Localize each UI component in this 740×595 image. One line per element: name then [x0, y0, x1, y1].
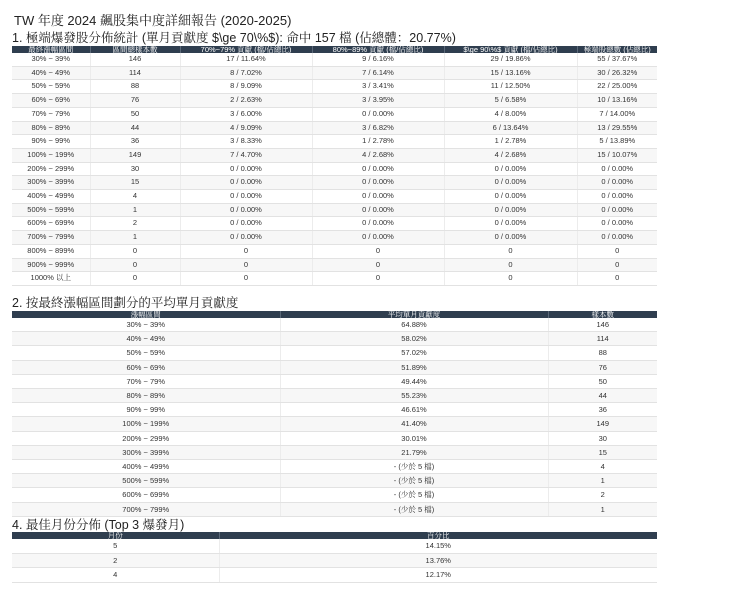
table-row	[12, 403, 657, 417]
table-row	[12, 258, 657, 272]
table-cell: 22 / 25.00%	[577, 80, 657, 94]
table-cell: 70% ~ 79%	[12, 374, 280, 388]
table-cell: 17 / 11.64%	[180, 53, 312, 66]
table-row	[12, 460, 657, 474]
table-cell: 1	[90, 231, 180, 245]
table-cell: 1000% 以上	[12, 272, 90, 286]
table-cell: 88	[90, 80, 180, 94]
table-cell: 50% ~ 59%	[12, 80, 90, 94]
table-cell: 13.76%	[219, 553, 657, 568]
section2-heading: 2. 按最終漲幅區間劃分的平均單月貢獻度	[12, 296, 239, 310]
table-cell: 0 / 0.00%	[577, 231, 657, 245]
table-row	[12, 332, 657, 346]
table-cell: 0 / 0.00%	[577, 162, 657, 176]
table-row	[12, 80, 657, 94]
table-cell: 55.23%	[280, 389, 548, 403]
table-cell: 800% ~ 899%	[12, 244, 90, 258]
column-header: 樣本數	[548, 311, 657, 318]
table-row	[12, 203, 657, 217]
table-cell: 400% ~ 499%	[12, 190, 90, 204]
table-cell: 50	[90, 107, 180, 121]
table-cell: 55 / 37.67%	[577, 53, 657, 66]
extreme-distribution-table	[12, 46, 657, 286]
table-cell: 0 / 0.00%	[180, 203, 312, 217]
table-cell: 29 / 19.86%	[444, 53, 577, 66]
table-cell: 146	[548, 318, 657, 332]
table-row	[12, 190, 657, 204]
section1-heading: 1. 極端爆發股分佈統計 (單月貢獻度 $\ge 70\%$): 命中 157 檔 (佔總體：20.77%)	[12, 31, 456, 45]
table-cell: 88	[548, 346, 657, 360]
table-cell: 4 / 2.68%	[444, 148, 577, 162]
table-cell: 8 / 7.02%	[180, 66, 312, 80]
table-cell: 0 / 0.00%	[180, 162, 312, 176]
table-cell: 0	[444, 244, 577, 258]
table-cell: 0 / 0.00%	[180, 176, 312, 190]
table-cell: 0 / 0.00%	[444, 203, 577, 217]
table-cell: 600% ~ 699%	[12, 488, 280, 502]
table-cell: 0	[312, 244, 444, 258]
table-cell: 8 / 9.09%	[180, 80, 312, 94]
table-cell: 44	[548, 389, 657, 403]
table-header-row	[12, 532, 657, 539]
table-cell: 5 / 6.58%	[444, 94, 577, 108]
column-header: 平均單月貢獻度	[280, 311, 548, 318]
table-cell: 149	[548, 417, 657, 431]
table-cell: 80% ~ 89%	[12, 121, 90, 135]
table-cell: 600% ~ 699%	[12, 217, 90, 231]
table-cell: 0 / 0.00%	[312, 231, 444, 245]
table-cell: 3 / 6.00%	[180, 107, 312, 121]
table-cell: 9 / 6.16%	[312, 53, 444, 66]
table-row	[12, 135, 657, 149]
table-cell: 11 / 12.50%	[444, 80, 577, 94]
table-cell: 13 / 29.55%	[577, 121, 657, 135]
table-cell: 0	[180, 244, 312, 258]
table-cell: 5	[12, 539, 219, 553]
table-cell: 30	[548, 431, 657, 445]
table-row	[12, 272, 657, 286]
table-cell: 1	[90, 203, 180, 217]
table-cell: 49.44%	[280, 374, 548, 388]
table-cell: 57.02%	[280, 346, 548, 360]
table-cell: 64.88%	[280, 318, 548, 332]
table-cell: 0	[90, 258, 180, 272]
table-cell: 4	[12, 568, 219, 583]
table-row	[12, 107, 657, 121]
table-cell: 500% ~ 599%	[12, 474, 280, 488]
table-row	[12, 244, 657, 258]
column-header: $\ge 90\%$ 貢獻 (檔/佔總比)	[444, 46, 577, 53]
table-cell: 60% ~ 69%	[12, 360, 280, 374]
table-cell: 46.61%	[280, 403, 548, 417]
table-cell: 21.79%	[280, 445, 548, 459]
table-cell: 40% ~ 49%	[12, 332, 280, 346]
table-cell: 2	[90, 217, 180, 231]
table-cell: 2	[12, 553, 219, 568]
table-cell: - (少於 5 檔)	[280, 488, 548, 502]
section4-heading: 4. 最佳月份分佈 (Top 3 爆發月)	[12, 518, 185, 532]
table-cell: 7 / 6.14%	[312, 66, 444, 80]
table-cell: 6 / 13.64%	[444, 121, 577, 135]
table-cell: 3 / 8.33%	[180, 135, 312, 149]
table-cell: 80% ~ 89%	[12, 389, 280, 403]
table-cell: 300% ~ 399%	[12, 445, 280, 459]
table-cell: 1 / 2.78%	[312, 135, 444, 149]
table-row	[12, 474, 657, 488]
table-row	[12, 445, 657, 459]
table-cell: 0	[577, 272, 657, 286]
table-cell: 36	[548, 403, 657, 417]
table-cell: 100% ~ 199%	[12, 417, 280, 431]
table-cell: 30% ~ 39%	[12, 318, 280, 332]
table-cell: 7 / 4.70%	[180, 148, 312, 162]
column-header: 極端股總數 (佔總比)	[577, 46, 657, 53]
table-cell: 114	[90, 66, 180, 80]
table-cell: 30 / 26.32%	[577, 66, 657, 80]
table-cell: 0 / 0.00%	[444, 176, 577, 190]
table-cell: 0 / 0.00%	[444, 162, 577, 176]
table-cell: 90% ~ 99%	[12, 135, 90, 149]
table-cell: 2	[548, 488, 657, 502]
column-header: 百分比	[219, 532, 657, 539]
table-cell: 0 / 0.00%	[312, 190, 444, 204]
table-cell: 0 / 0.00%	[180, 231, 312, 245]
table-cell: 500% ~ 599%	[12, 203, 90, 217]
table-cell: 0 / 0.00%	[577, 176, 657, 190]
table-cell: - (少於 5 檔)	[280, 502, 548, 516]
table-row	[12, 66, 657, 80]
avg-contribution-table	[12, 311, 657, 517]
table-cell: 0	[577, 244, 657, 258]
table-row	[12, 417, 657, 431]
table-cell: 30	[90, 162, 180, 176]
table-cell: 200% ~ 299%	[12, 162, 90, 176]
table-row	[12, 374, 657, 388]
table-cell: 200% ~ 299%	[12, 431, 280, 445]
table-cell: 700% ~ 799%	[12, 231, 90, 245]
table-row	[12, 94, 657, 108]
table-cell: 76	[548, 360, 657, 374]
table-cell: 300% ~ 399%	[12, 176, 90, 190]
table-cell: 30.01%	[280, 431, 548, 445]
table-cell: 90% ~ 99%	[12, 403, 280, 417]
table-cell: 15 / 10.07%	[577, 148, 657, 162]
table-row	[12, 488, 657, 502]
table-cell: 0 / 0.00%	[312, 203, 444, 217]
table-cell: 36	[90, 135, 180, 149]
table-cell: 4	[548, 460, 657, 474]
report-title: TW 年度 2024 飆股集中度詳細報告 (2020-2025)	[14, 13, 292, 28]
table-cell: 700% ~ 799%	[12, 502, 280, 516]
table-header-row	[12, 46, 657, 53]
table-cell: 114	[548, 332, 657, 346]
table-cell: 14.15%	[219, 539, 657, 553]
table-row	[12, 217, 657, 231]
table-cell: 1	[548, 474, 657, 488]
table-row	[12, 553, 657, 568]
table-cell: 0 / 0.00%	[444, 231, 577, 245]
table-cell: 5 / 13.89%	[577, 135, 657, 149]
table-cell: 0 / 0.00%	[312, 107, 444, 121]
table-cell: 0 / 0.00%	[577, 217, 657, 231]
table-row	[12, 389, 657, 403]
column-header: 漲幅區間	[12, 311, 280, 318]
table-cell: 0 / 0.00%	[180, 217, 312, 231]
table-row	[12, 53, 657, 66]
table-cell: 51.89%	[280, 360, 548, 374]
best-month-table	[12, 532, 657, 583]
table-row	[12, 431, 657, 445]
column-header: 80%~89% 貢獻 (檔/佔總比)	[312, 46, 444, 53]
table-row	[12, 318, 657, 332]
table-cell: 4 / 2.68%	[312, 148, 444, 162]
table-cell: 0	[312, 258, 444, 272]
table-cell: 0 / 0.00%	[444, 190, 577, 204]
table-cell: 0	[444, 272, 577, 286]
table-cell: 30% ~ 39%	[12, 53, 90, 66]
table-row	[12, 346, 657, 360]
table-cell: 900% ~ 999%	[12, 258, 90, 272]
table-row	[12, 360, 657, 374]
table-cell: 0 / 0.00%	[577, 190, 657, 204]
table-cell: 0	[312, 272, 444, 286]
table-cell: 58.02%	[280, 332, 548, 346]
table-cell: 0 / 0.00%	[180, 190, 312, 204]
table-cell: 50% ~ 59%	[12, 346, 280, 360]
table-cell: 3 / 6.82%	[312, 121, 444, 135]
table-row	[12, 148, 657, 162]
table-row	[12, 121, 657, 135]
table-cell: 4 / 8.00%	[444, 107, 577, 121]
table-cell: 0 / 0.00%	[444, 217, 577, 231]
table-cell: 2 / 2.63%	[180, 94, 312, 108]
table-cell: 149	[90, 148, 180, 162]
table-cell: - (少於 5 檔)	[280, 474, 548, 488]
table-cell: 76	[90, 94, 180, 108]
table-cell: 15 / 13.16%	[444, 66, 577, 80]
table-cell: 15	[90, 176, 180, 190]
table-cell: 4	[90, 190, 180, 204]
table-cell: 0	[180, 258, 312, 272]
table-cell: 1 / 2.78%	[444, 135, 577, 149]
table-cell: 12.17%	[219, 568, 657, 583]
table-row	[12, 162, 657, 176]
table-cell: 0 / 0.00%	[312, 176, 444, 190]
table-cell: 400% ~ 499%	[12, 460, 280, 474]
table-cell: 0 / 0.00%	[312, 162, 444, 176]
table-cell: 60% ~ 69%	[12, 94, 90, 108]
table-cell: 0	[180, 272, 312, 286]
table-cell: 10 / 13.16%	[577, 94, 657, 108]
table-cell: 44	[90, 121, 180, 135]
table-cell: 70% ~ 79%	[12, 107, 90, 121]
table-cell: 1	[548, 502, 657, 516]
table-cell: 50	[548, 374, 657, 388]
table-cell: 0	[577, 258, 657, 272]
column-header: 區間總樣本數	[90, 46, 180, 53]
table-row	[12, 539, 657, 553]
table-cell: 3 / 3.95%	[312, 94, 444, 108]
table-cell: 41.40%	[280, 417, 548, 431]
column-header: 70%~79% 貢獻 (檔/佔總比)	[180, 46, 312, 53]
table-row	[12, 231, 657, 245]
table-cell: 0	[444, 258, 577, 272]
table-cell: 7 / 14.00%	[577, 107, 657, 121]
table-cell: 0	[90, 272, 180, 286]
table-cell: - (少於 5 檔)	[280, 460, 548, 474]
table-cell: 3 / 3.41%	[312, 80, 444, 94]
table-cell: 0 / 0.00%	[577, 203, 657, 217]
column-header: 月份	[12, 532, 219, 539]
table-row	[12, 568, 657, 583]
table-row	[12, 176, 657, 190]
table-cell: 15	[548, 445, 657, 459]
table-cell: 100% ~ 199%	[12, 148, 90, 162]
table-cell: 0	[90, 244, 180, 258]
table-cell: 4 / 9.09%	[180, 121, 312, 135]
table-cell: 146	[90, 53, 180, 66]
table-cell: 40% ~ 49%	[12, 66, 90, 80]
table-cell: 0 / 0.00%	[312, 217, 444, 231]
column-header: 最終漲幅區間	[12, 46, 90, 53]
table-header-row	[12, 311, 657, 318]
